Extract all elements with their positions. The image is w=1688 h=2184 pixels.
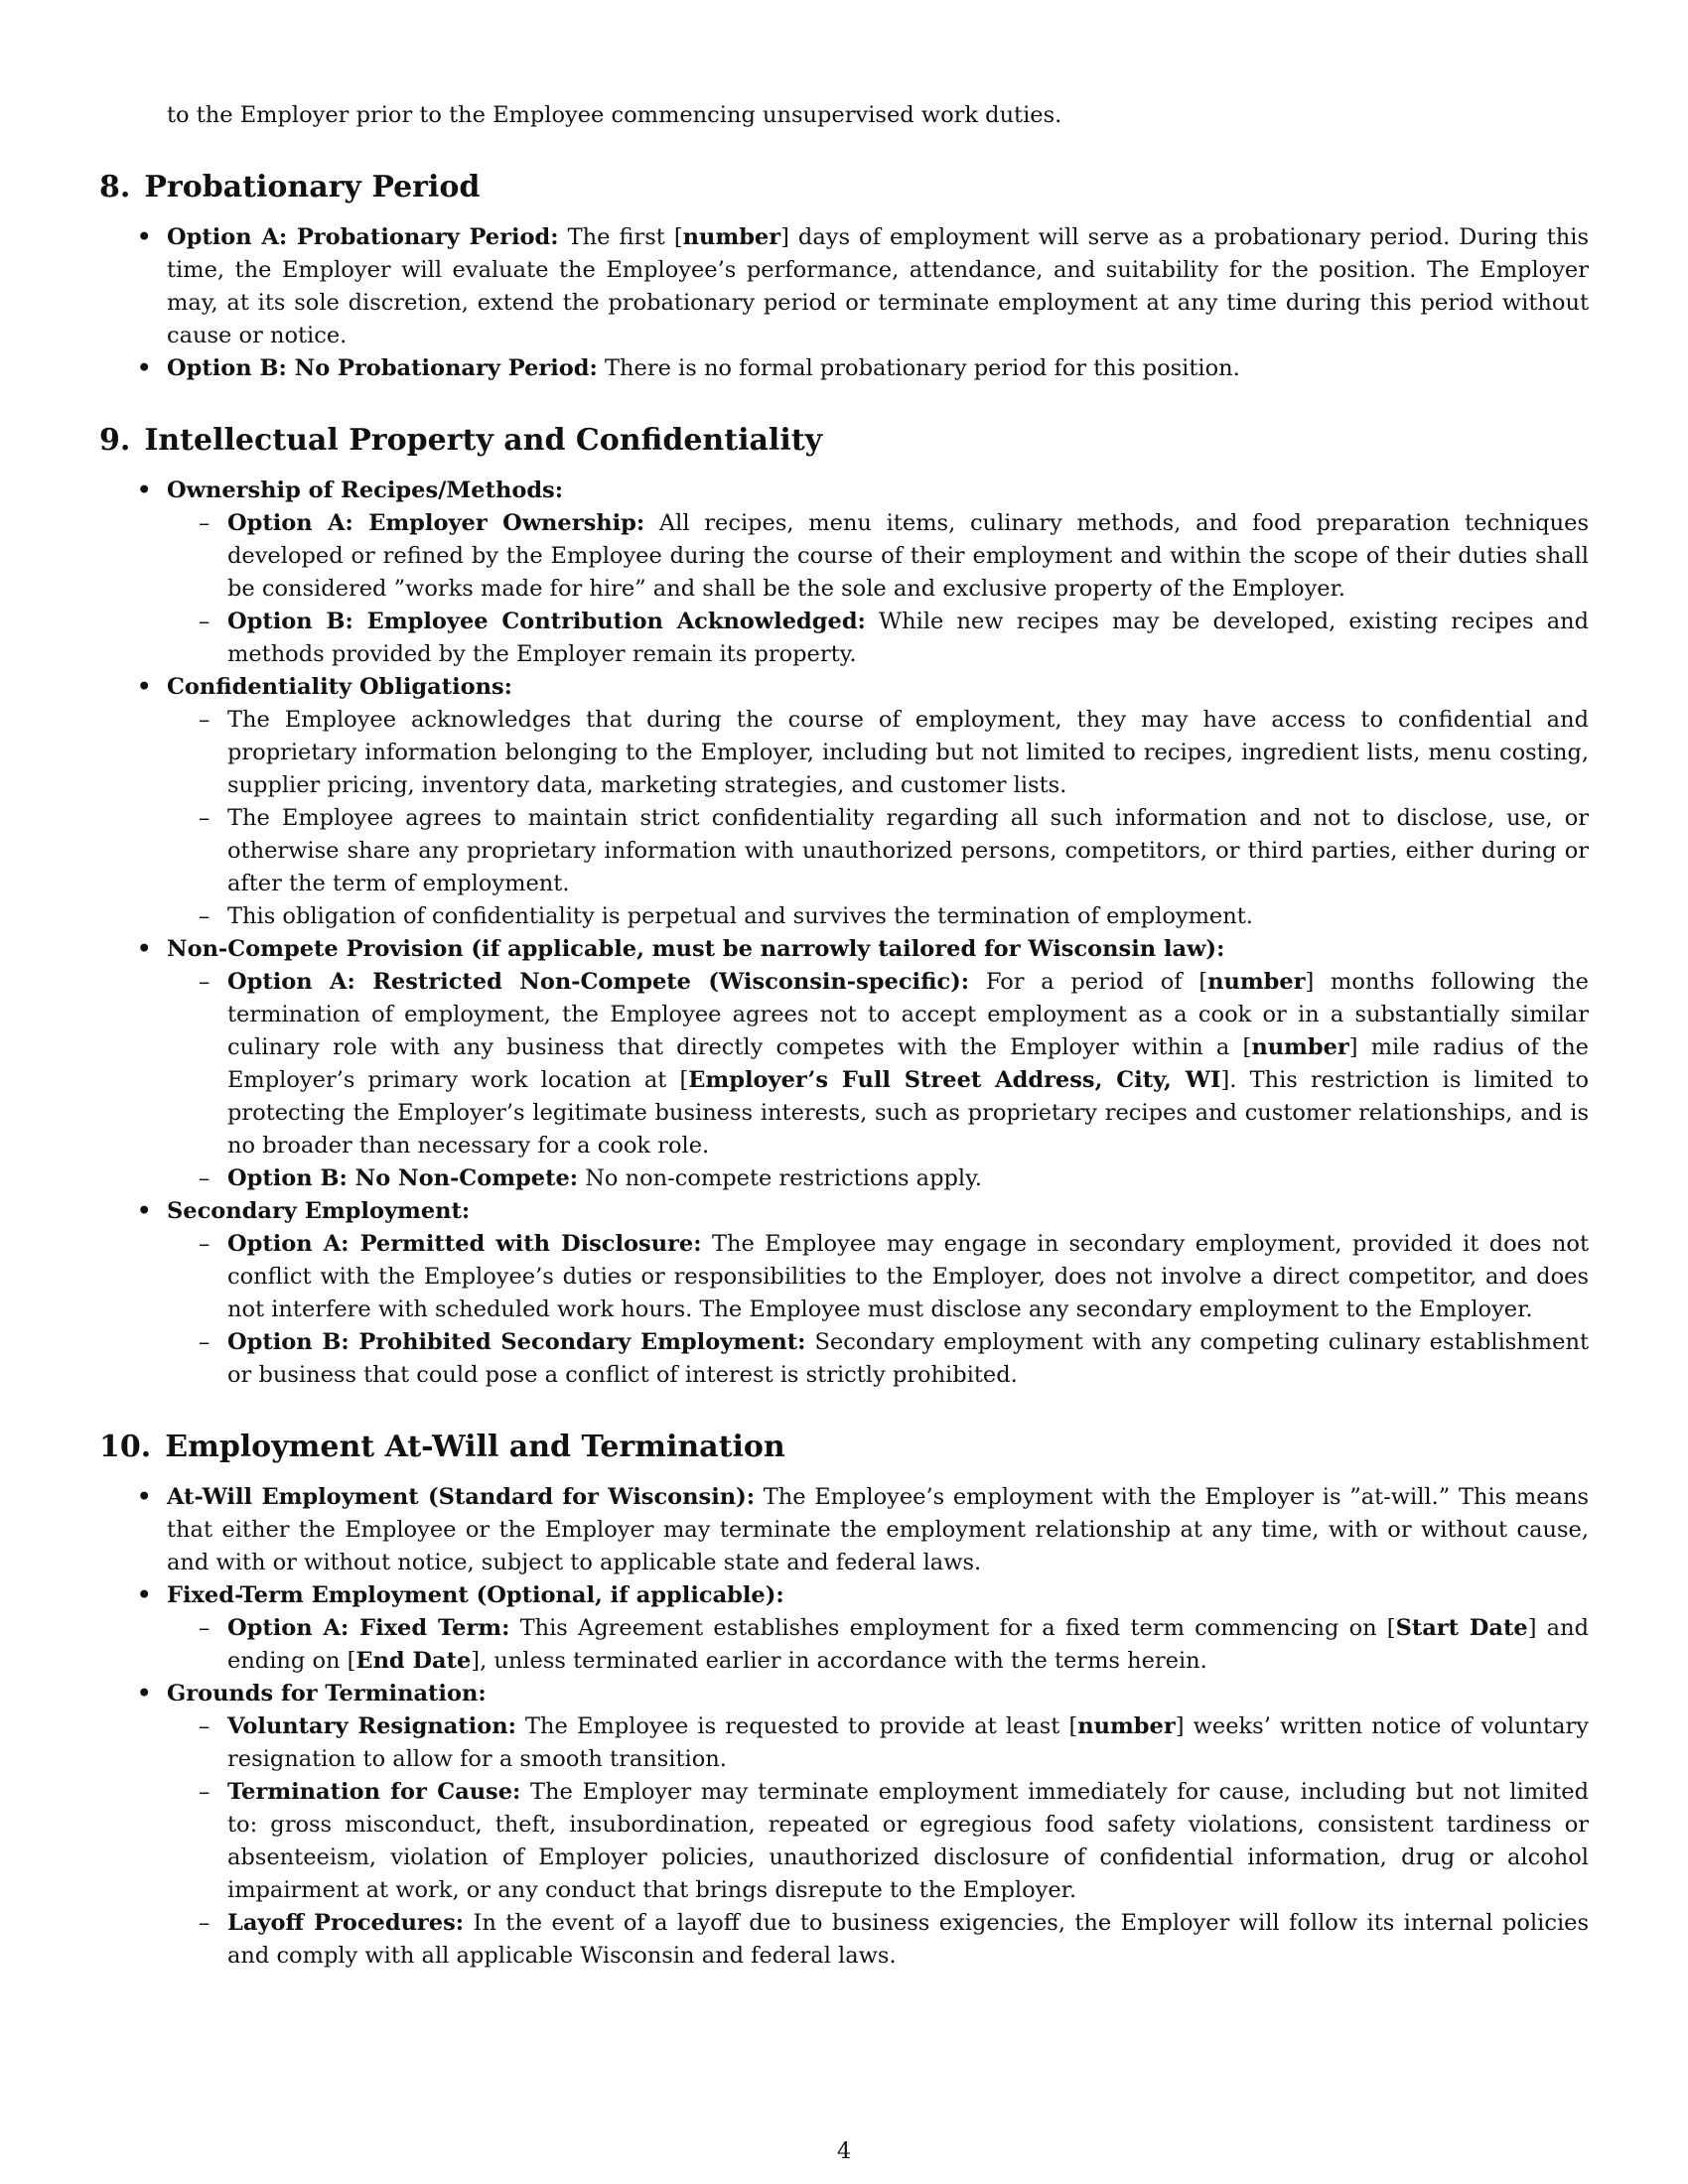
item-label: Option B: Employee Contribution Acknowledged: [227, 609, 866, 634]
section-title: Probationary Period [144, 170, 481, 205]
list-item [99, 1678, 1589, 1973]
placeholder-field: number [682, 224, 781, 250]
placeholder-field: number [1077, 1713, 1176, 1739]
item-label: Voluntary Resignation: [227, 1713, 516, 1739]
item-label: Grounds for Termination: [167, 1681, 487, 1706]
item-label: Option A: Fixed Term: [227, 1615, 510, 1641]
sub-list-item: – Option B: No Non-Compete: No non-compete restrictions apply. [167, 1162, 1589, 1195]
list-item [99, 671, 1589, 933]
list-item: • At-Will Employment (Standard for Wisconsin): The Employee’s employment with the Employer is ”at-will.” This means that either the Employee or the Employer may terminate the employment relationship at any time, with or without cause, and with or without notice, subject to applicable state and federal laws. [99, 1481, 1589, 1579]
item-label: Option A: Permitted with Disclosure: [227, 1231, 702, 1257]
sub-list-item: – Option A: Employer Ownership: All recipes, menu items, culinary methods, and food preparation techniques developed or refined by the Employee during the course of their employment and within the scope of their duties shall be considered ”works made for hire” and shall be the sole and exclusive property of the Employer. [167, 507, 1589, 606]
item-label: Option B: No Probationary Period: [167, 355, 598, 381]
sub-list-item: – Option B: Employee Contribution Acknowledged: While new recipes may be developed, existing recipes and methods provided by the Employer remain its property. [167, 606, 1589, 671]
sub-list-item: – Termination for Cause: The Employer may terminate employment immediately for cause, including but not limited to: gross misconduct, theft, insubordination, repeated or egregious food safety violations, consistent tardiness or absenteeism, violation of Employer policies, unauthorized disclosure of confidential information, drug or alcohol impairment at work, or any conduct that brings disrepute to the Employer. [167, 1776, 1589, 1907]
item-label: Option B: No Non-Compete: [227, 1165, 579, 1191]
sub-list [167, 1710, 1589, 1973]
section-number: 8. [99, 170, 131, 205]
section-10-list [99, 1481, 1589, 1973]
item-label: Fixed-Term Employment (Optional, if applicable): [167, 1582, 784, 1608]
placeholder-field: Employer’s Full Street Address, City, WI [688, 1067, 1221, 1093]
section-8-list [99, 221, 1589, 385]
section-number: 9. [99, 423, 131, 458]
item-label: Termination for Cause: [227, 1779, 521, 1805]
section-10-heading [99, 1428, 1589, 1467]
item-label: Option A: Restricted Non-Compete (Wisconsin-specific): [227, 969, 970, 995]
list-item [99, 475, 1589, 671]
list-item: • Option B: No Probationary Period: There is no formal probationary period for this position. [99, 352, 1589, 385]
sub-list-item: – Voluntary Resignation: The Employee is requested to provide at least [number] weeks’ written notice of voluntary resignation to allow for a smooth transition. [167, 1710, 1589, 1776]
placeholder-field: End Date [355, 1648, 472, 1674]
sub-list [167, 1612, 1589, 1678]
sub-list [167, 507, 1589, 671]
continuation-text: to the Employer prior to the Employee commencing unsupervised work duties. [167, 102, 1062, 128]
item-label: Option A: Employer Ownership: [227, 510, 645, 536]
sub-list-item: – This obligation of confidentiality is perpetual and survives the termination of employment. [167, 900, 1589, 933]
sub-list-item: – Option A: Restricted Non-Compete (Wisconsin-specific): For a period of [number] months following the termination of employment, the Employee agrees not to accept employment as a cook or in a substantially similar culinary role with any business that directly competes with the Employer within a [number] mile radius of the Employer’s primary work location at [Employer’s Full Street Address, City, WI]. This restriction is limited to protecting the Employer’s legitimate business interests, such as proprietary recipes and customer relationships, and is no broader than necessary for a cook role. [167, 966, 1589, 1162]
sub-list-item: – The Employee acknowledges that during the course of employment, they may have access to confidential and proprietary information belonging to the Employer, including but not limited to recipes, ingredient lists, menu costing, supplier pricing, inventory data, marketing strategies, and customer lists. [167, 704, 1589, 802]
list-item: • Option A: Probationary Period: The first [number] days of employment will serve as a probationary period. During this time, the Employer will evaluate the Employee’s performance, attendance, and suitability for the position. The Employer may, at its sole discretion, extend the probationary period or terminate employment at any time during this period without cause or notice. [99, 221, 1589, 352]
section-8-heading [99, 168, 1589, 207]
sub-list-item: – Layoff Procedures: In the event of a layoff due to business exigencies, the Employer will follow its internal policies and comply with all applicable Wisconsin and federal laws. [167, 1907, 1589, 1973]
item-label: Secondary Employment: [167, 1198, 471, 1224]
item-label: Option B: Prohibited Secondary Employment: [227, 1329, 806, 1355]
item-label: Confidentiality Obligations: [167, 674, 512, 700]
item-label: Option A: Probationary Period: [167, 224, 559, 250]
section-number: 10. [99, 1430, 152, 1464]
sub-list-item: – Option B: Prohibited Secondary Employment: Secondary employment with any competing culinary establishment or business that could pose a conflict of interest is strictly prohibited. [167, 1326, 1589, 1392]
item-label: Ownership of Recipes/Methods: [167, 478, 564, 503]
sub-list [167, 966, 1589, 1195]
list-item [99, 1579, 1589, 1678]
placeholder-field: number [1207, 969, 1306, 995]
section-9-heading [99, 421, 1589, 461]
page-number: 4 [836, 2138, 852, 2164]
placeholder-field: Start Date [1395, 1615, 1528, 1641]
list-item [99, 1195, 1589, 1392]
item-label: Layoff Procedures: [227, 1910, 465, 1936]
item-label: At-Will Employment (Standard for Wisconsin): [167, 1484, 756, 1510]
section-9-list [99, 475, 1589, 1392]
sub-list-item: – Option A: Fixed Term: This Agreement establishes employment for a fixed term commencing on [Start Date] and ending on [End Date], unless terminated earlier in accordance with the terms herein. [167, 1612, 1589, 1678]
placeholder-field: number [1251, 1034, 1349, 1060]
section-title: Intellectual Property and Confidentiality [144, 423, 823, 458]
sub-list-item: – The Employee agrees to maintain strict confidentiality regarding all such information and not to disclose, use, or otherwise share any proprietary information with unauthorized persons, competitors, or third parties, either during or after the term of employment. [167, 802, 1589, 900]
page-content [99, 0, 1589, 1973]
sub-list-item: – Option A: Permitted with Disclosure: The Employee may engage in secondary employment, provided it does not conflict with the Employee’s duties or responsibilities to the Employer, does not involve a direct competitor, and does not interfere with scheduled work hours. The Employee must disclose any secondary employment to the Employer. [167, 1228, 1589, 1326]
section-title: Employment At-Will and Termination [165, 1430, 785, 1464]
sub-list [167, 1228, 1589, 1392]
sub-list [167, 704, 1589, 933]
item-label: Non-Compete Provision (if applicable, must be narrowly tailored for Wisconsin law): [167, 936, 1225, 962]
list-item [99, 933, 1589, 1195]
